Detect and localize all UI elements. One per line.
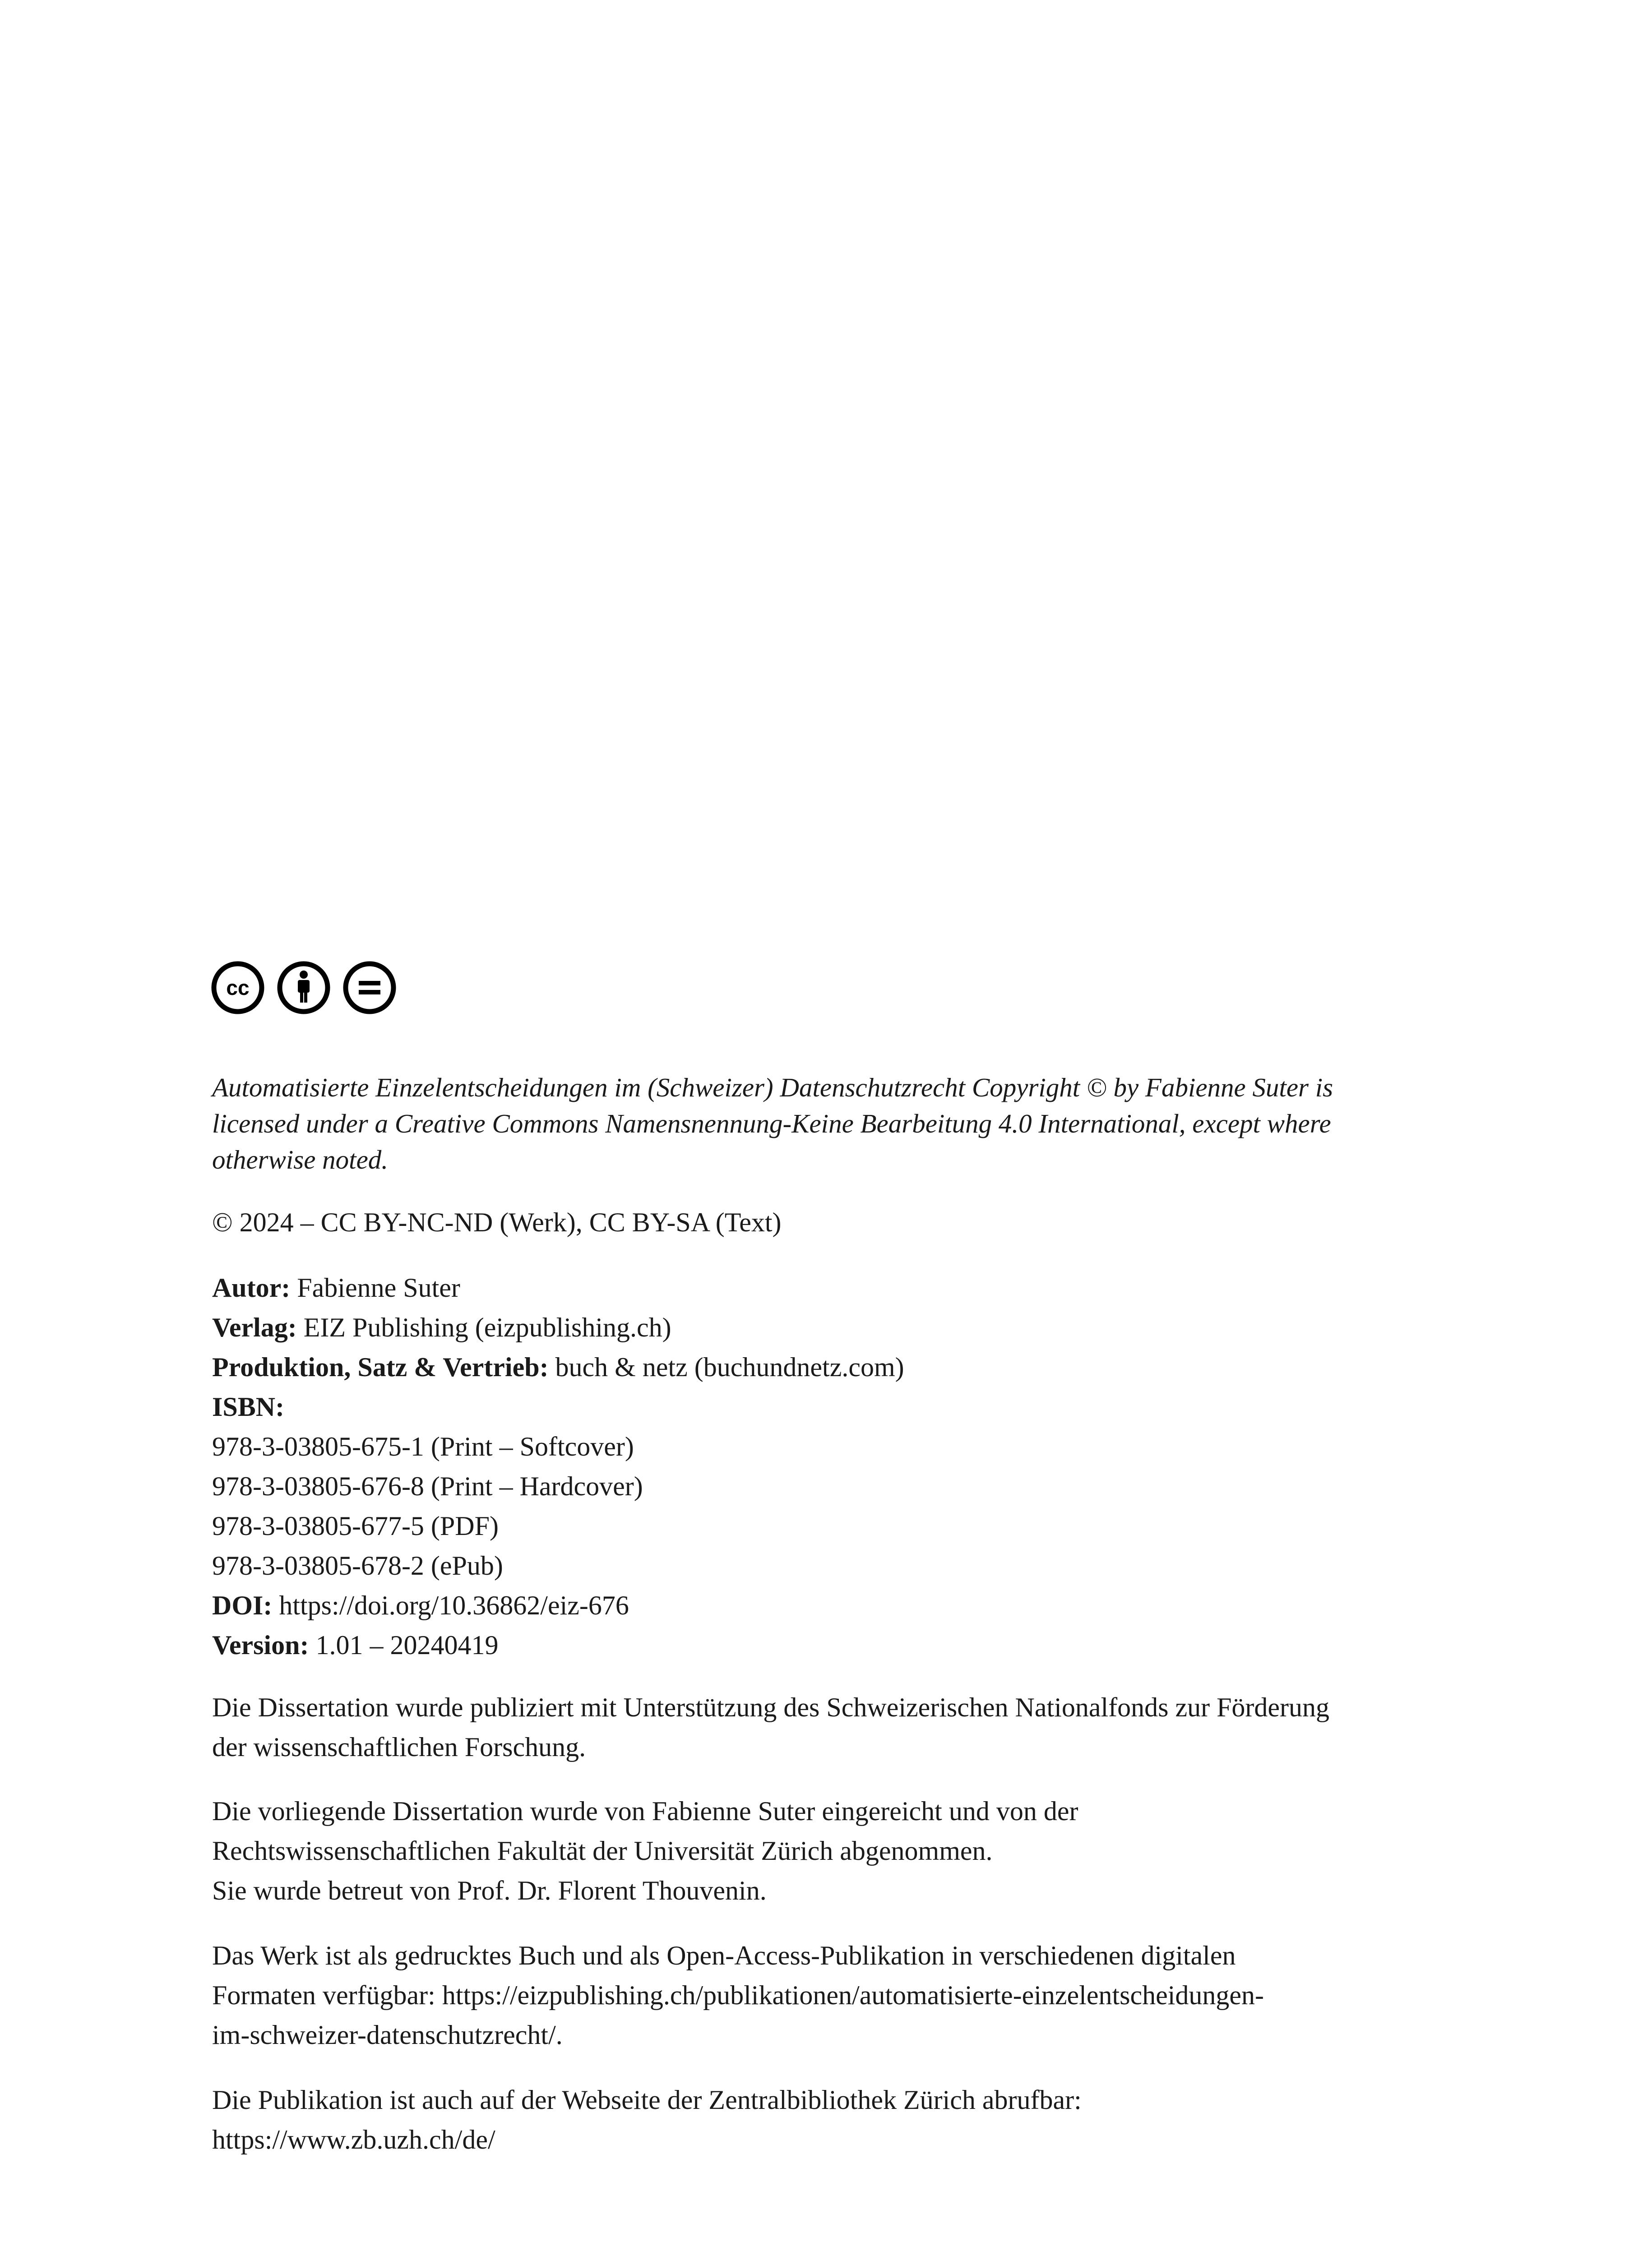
- paragraph-line: Die vorliegende Dissertation wurde von Fabienne Suter eingereicht und von der: [212, 1796, 1078, 1826]
- no-derivatives-icon: [343, 961, 396, 1014]
- paragraph-line: Rechtswissenschaftlichen Fakultät der Universität Zürich abgenommen.: [212, 1836, 993, 1866]
- paragraph-link-line[interactable]: Formaten verfügbar: https://eizpublishing.ch/publikationen/automatisierte-einzelentscheidungen-: [212, 1980, 1264, 2010]
- paragraph-line: Das Werk ist als gedrucktes Buch und als Open-Access-Publikation in verschiedenen digitalen: [212, 1941, 1236, 1970]
- attribution-icon: [277, 961, 330, 1014]
- author-label: Autor:: [212, 1273, 291, 1303]
- library-paragraph: [212, 2080, 1458, 2159]
- creative-commons-icon: [211, 961, 264, 1014]
- license-line: licensed under a Creative Commons Namensnennung-Keine Bearbeitung 4.0 International, except where: [212, 1109, 1331, 1138]
- paragraph-line: Die Publikation ist auch auf der Webseite der Zentralbibliothek Zürich abrufbar:: [212, 2085, 1082, 2115]
- publication-metadata: [212, 1268, 1458, 1665]
- doi-row: [212, 1586, 1458, 1625]
- availability-paragraph: [212, 1936, 1458, 2055]
- production-row: [212, 1347, 1458, 1387]
- cc-license-logos: [211, 961, 396, 1014]
- publisher-row: [212, 1308, 1458, 1347]
- production-value: buch & netz (buchundnetz.com): [548, 1352, 904, 1382]
- publisher-label: Verlag:: [212, 1313, 297, 1342]
- library-link[interactable]: https://www.zb.uzh.ch/de/: [212, 2125, 495, 2154]
- paragraph-line: Die Dissertation wurde publiziert mit Unterstützung des Schweizerischen Nationalfonds zur Förderung: [212, 1692, 1330, 1722]
- copyright-notice: [212, 1202, 1458, 1242]
- paragraph-line: der wissenschaftlichen Forschung.: [212, 1732, 586, 1762]
- license-line: otherwise noted.: [212, 1145, 389, 1174]
- version-value: 1.01 – 20240419: [309, 1630, 499, 1660]
- license-statement: [212, 1069, 1458, 1178]
- isbn-entry: 978-3-03805-678-2 (ePub): [212, 1551, 503, 1581]
- paragraph-link-line[interactable]: im-schweizer-datenschutzrecht/.: [212, 2020, 563, 2050]
- doi-link[interactable]: https://doi.org/10.36862/eiz-676: [272, 1590, 629, 1620]
- funding-paragraph: [212, 1687, 1458, 1767]
- author-value: Fabienne Suter: [290, 1273, 460, 1303]
- version-label: Version:: [212, 1630, 309, 1660]
- production-label: Produktion, Satz & Vertrieb:: [212, 1352, 549, 1382]
- author-row: [212, 1268, 1458, 1308]
- isbn-entry: 978-3-03805-676-8 (Print – Hardcover): [212, 1471, 643, 1501]
- version-row: [212, 1625, 1458, 1665]
- copyright-text: © 2024 – CC BY-NC-ND (Werk), CC BY-SA (Text): [212, 1207, 782, 1237]
- isbn-label: ISBN:: [212, 1392, 285, 1422]
- doi-label: DOI:: [212, 1590, 273, 1620]
- dissertation-paragraph: [212, 1791, 1458, 1910]
- publisher-value: EIZ Publishing (eizpublishing.ch): [296, 1313, 671, 1342]
- license-line: Automatisierte Einzelentscheidungen im (Schweizer) Datenschutzrecht Copyright © by Fabienne Suter is: [212, 1073, 1333, 1102]
- isbn-entry: 978-3-03805-677-5 (PDF): [212, 1511, 499, 1541]
- isbn-entry: 978-3-03805-675-1 (Print – Softcover): [212, 1432, 634, 1461]
- paragraph-line: Sie wurde betreut von Prof. Dr. Florent Thouvenin.: [212, 1876, 767, 1905]
- svg-text:cc: cc: [226, 976, 250, 999]
